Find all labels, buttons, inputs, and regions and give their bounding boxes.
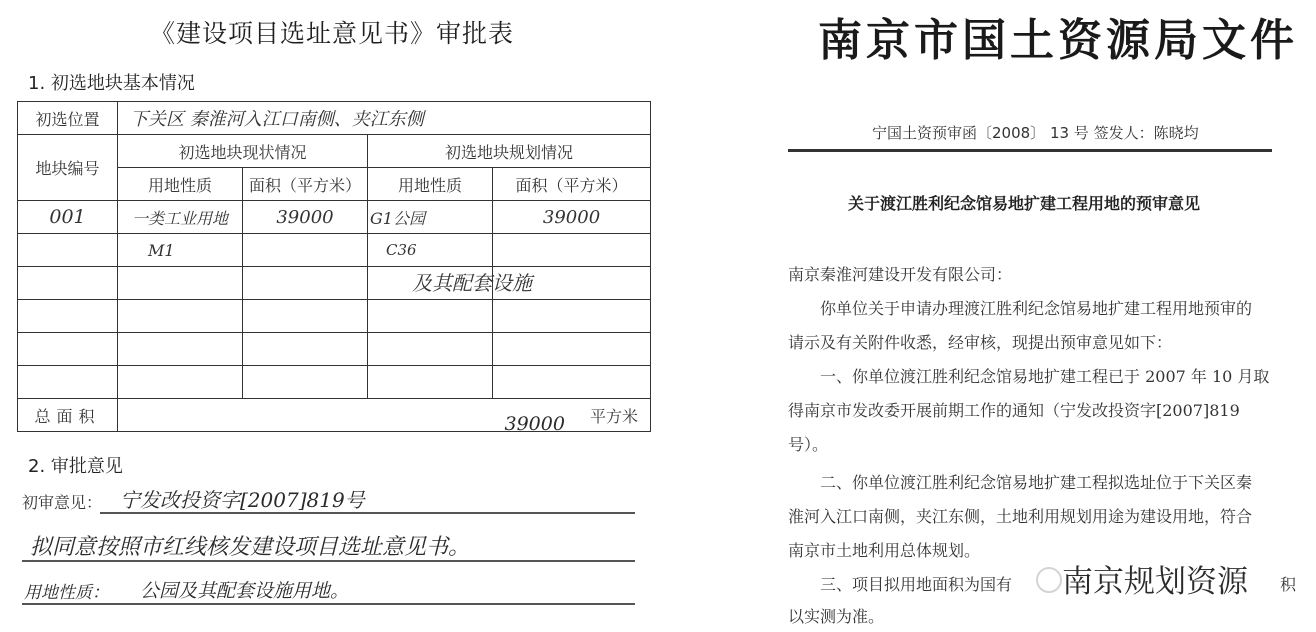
section2-heading: 2. 审批意见: [28, 456, 123, 477]
use-underline: [22, 603, 635, 605]
current-use-value: 一类工业用地: [118, 201, 243, 234]
para1-line1: 你单位关于申请办理渡江胜利纪念馆易地扩建工程用地预审的: [820, 299, 1253, 318]
col-use-current: 用地性质: [118, 168, 243, 201]
plan-header: 初选地块规划情况: [368, 135, 651, 168]
official-document: [760, 0, 1316, 632]
use-value: 公园及其配套设施用地。: [140, 580, 350, 602]
para3-line2: 淮河入江口南侧，夹江东侧，土地利用规划用途为建设用地，符合: [788, 507, 1253, 526]
current-header: 初选地块现状情况: [118, 135, 368, 168]
plot-no-label: 地块编号: [18, 135, 118, 201]
plan-area-value: 39000: [493, 201, 651, 234]
total-unit: 平方米: [590, 406, 639, 426]
header-rule: [788, 149, 1272, 152]
plan-use-value-c: 及其配套设施: [368, 267, 493, 300]
watermark: 南京规划资源: [1032, 556, 1250, 601]
location-label: 初选位置: [18, 102, 118, 135]
document-number: 宁国土资预审函〔2008〕 13 号 签发人：陈晓均: [872, 124, 1199, 142]
col-area-current: 面积（平方米）: [243, 168, 368, 201]
review-underline: [100, 512, 635, 514]
document-subject: 关于渡江胜利纪念馆易地扩建工程用地的预审意见: [848, 194, 1201, 213]
addressee: 南京秦淮河建设开发有限公司：: [788, 265, 1013, 284]
plot-no-value: 001: [18, 201, 118, 234]
para4-line1: 三、项目拟用地面积为国有: [820, 575, 1013, 594]
total-label: 总面积: [18, 399, 118, 432]
review-line2-underline: [22, 560, 635, 562]
plan-use-value-a: G1公园: [368, 201, 493, 234]
form-title: 《建设项目选址意见书》审批表: [150, 19, 515, 48]
para4-tail: 积: [1280, 575, 1297, 594]
para2-line1: 一、你单位渡江胜利纪念馆易地扩建工程已于 2007 年 10 月取: [820, 367, 1270, 386]
document-header: 南京市国土资源局文件: [818, 15, 1298, 66]
section1-heading: 1. 初选地块基本情况: [28, 73, 195, 94]
plan-use-value-b: C36: [368, 234, 493, 267]
review-value: 宁发改投资字[2007]819号: [120, 488, 365, 512]
para2-line2: 得南京市发改委开展前期工作的通知（宁发改投资字[2007]819: [788, 401, 1240, 420]
para3-line3: 南京市土地利用总体规划。: [788, 541, 981, 560]
review-label: 初审意见：: [22, 493, 103, 512]
para4-line2: 以实测为准。: [788, 607, 885, 626]
location-value: 下关区 秦淮河入江口南侧、夹江东侧: [118, 102, 651, 135]
para1-line2: 请示及有关附件收悉，经审核，现提出预审意见如下：: [788, 333, 1173, 352]
total-value: 39000: [504, 412, 565, 435]
total-cell: [118, 399, 651, 435]
current-area-value: 39000: [243, 201, 368, 234]
use-label: 用地性质：: [24, 583, 109, 603]
current-use-code: M1: [118, 234, 243, 267]
col-use-plan: 用地性质: [368, 168, 493, 201]
col-area-plan: 面积（平方米）: [493, 168, 651, 201]
para2-line3: 号）。: [788, 435, 829, 454]
review-line2: 拟同意按照市红线核发建设项目选址意见书。: [30, 535, 471, 560]
plot-table: [17, 101, 651, 435]
para3-line1: 二、你单位渡江胜利纪念馆易地扩建工程拟选址位于下关区秦: [820, 473, 1253, 492]
